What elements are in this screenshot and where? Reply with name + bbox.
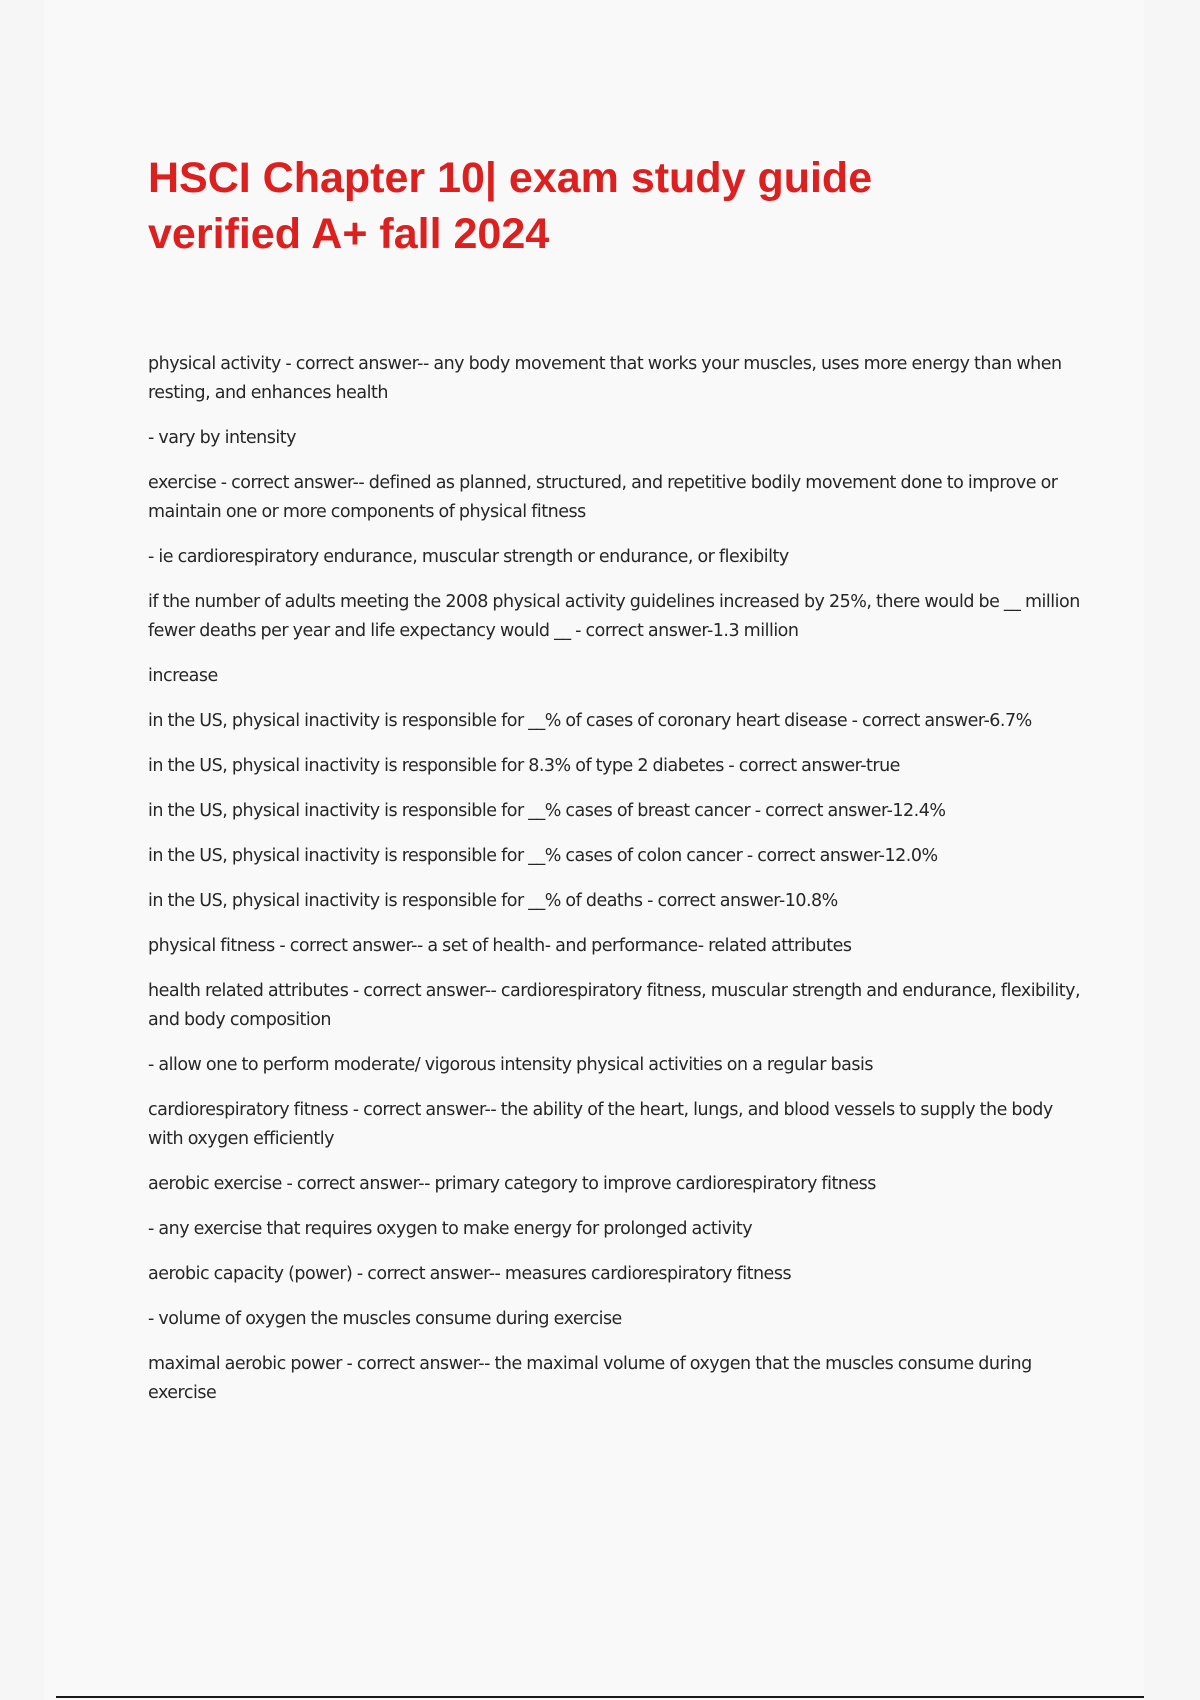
entry-aerobic-capacity: aerobic capacity (power) - correct answer-- measures cardiorespiratory fitness [148,1264,792,1284]
entry-health-related-attributes: health related attributes - correct answer-- cardiorespiratory fitness, muscular strength and endurance, flexibility, and body composition [148,981,1081,1030]
entry-guidelines-question: if the number of adults meeting the 2008 physical activity guidelines increased by 25%, there would be __ million fewer deaths per year and life expectancy would __ - correct answer-1.3 million [148,592,1080,641]
entry-exercise: exercise - correct answer-- defined as planned, structured, and repetitive bodily movement done to improve or maintain one or more components of physical fitness [148,473,1058,522]
study-guide-body [148,350,1088,1424]
entry-oxygen-volume: - volume of oxygen the muscles consume during exercise [148,1309,622,1329]
entry-aerobic-oxygen: - any exercise that requires oxygen to make energy for prolonged activity [148,1219,753,1239]
page-title [148,150,1048,262]
entry-maximal-aerobic-power: maximal aerobic power - correct answer-- the maximal volume of oxygen that the muscles consume during exercise [148,1354,1032,1403]
footer-divider [56,1696,1144,1698]
title-line-2: verified A+ fall 2024 [148,210,550,258]
title-line-1: HSCI Chapter 10| exam study guide [148,154,873,202]
entry-colon-cancer: in the US, physical inactivity is responsible for __% cases of colon cancer - correct answer-12.0% [148,846,938,866]
entry-cardiorespiratory-fitness: cardiorespiratory fitness - correct answer-- the ability of the heart, lungs, and blood vessels to supply the body with oxygen efficiently [148,1100,1053,1149]
entry-exercise-examples: - ie cardiorespiratory endurance, muscular strength or endurance, or flexibilty [148,547,789,567]
entry-aerobic-exercise: aerobic exercise - correct answer-- primary category to improve cardiorespiratory fitness [148,1174,876,1194]
entry-increase: increase [148,666,218,686]
entry-vary-by-intensity: - vary by intensity [148,428,296,448]
entry-physical-fitness: physical fitness - correct answer-- a set of health- and performance- related attributes [148,936,852,956]
entry-physical-activity: physical activity - correct answer-- any body movement that works your muscles, uses more energy than when resting, and enhances health [148,354,1062,403]
entry-deaths: in the US, physical inactivity is responsible for __% of deaths - correct answer-10.8% [148,891,838,911]
entry-type-2-diabetes: in the US, physical inactivity is responsible for 8.3% of type 2 diabetes - correct answer-true [148,756,900,776]
entry-breast-cancer: in the US, physical inactivity is responsible for __% cases of breast cancer - correct answer-12.4% [148,801,946,821]
entry-coronary-heart-disease: in the US, physical inactivity is responsible for __% of cases of coronary heart disease - correct answer-6.7% [148,711,1032,731]
entry-moderate-vigorous: - allow one to perform moderate/ vigorous intensity physical activities on a regular basis [148,1055,873,1075]
